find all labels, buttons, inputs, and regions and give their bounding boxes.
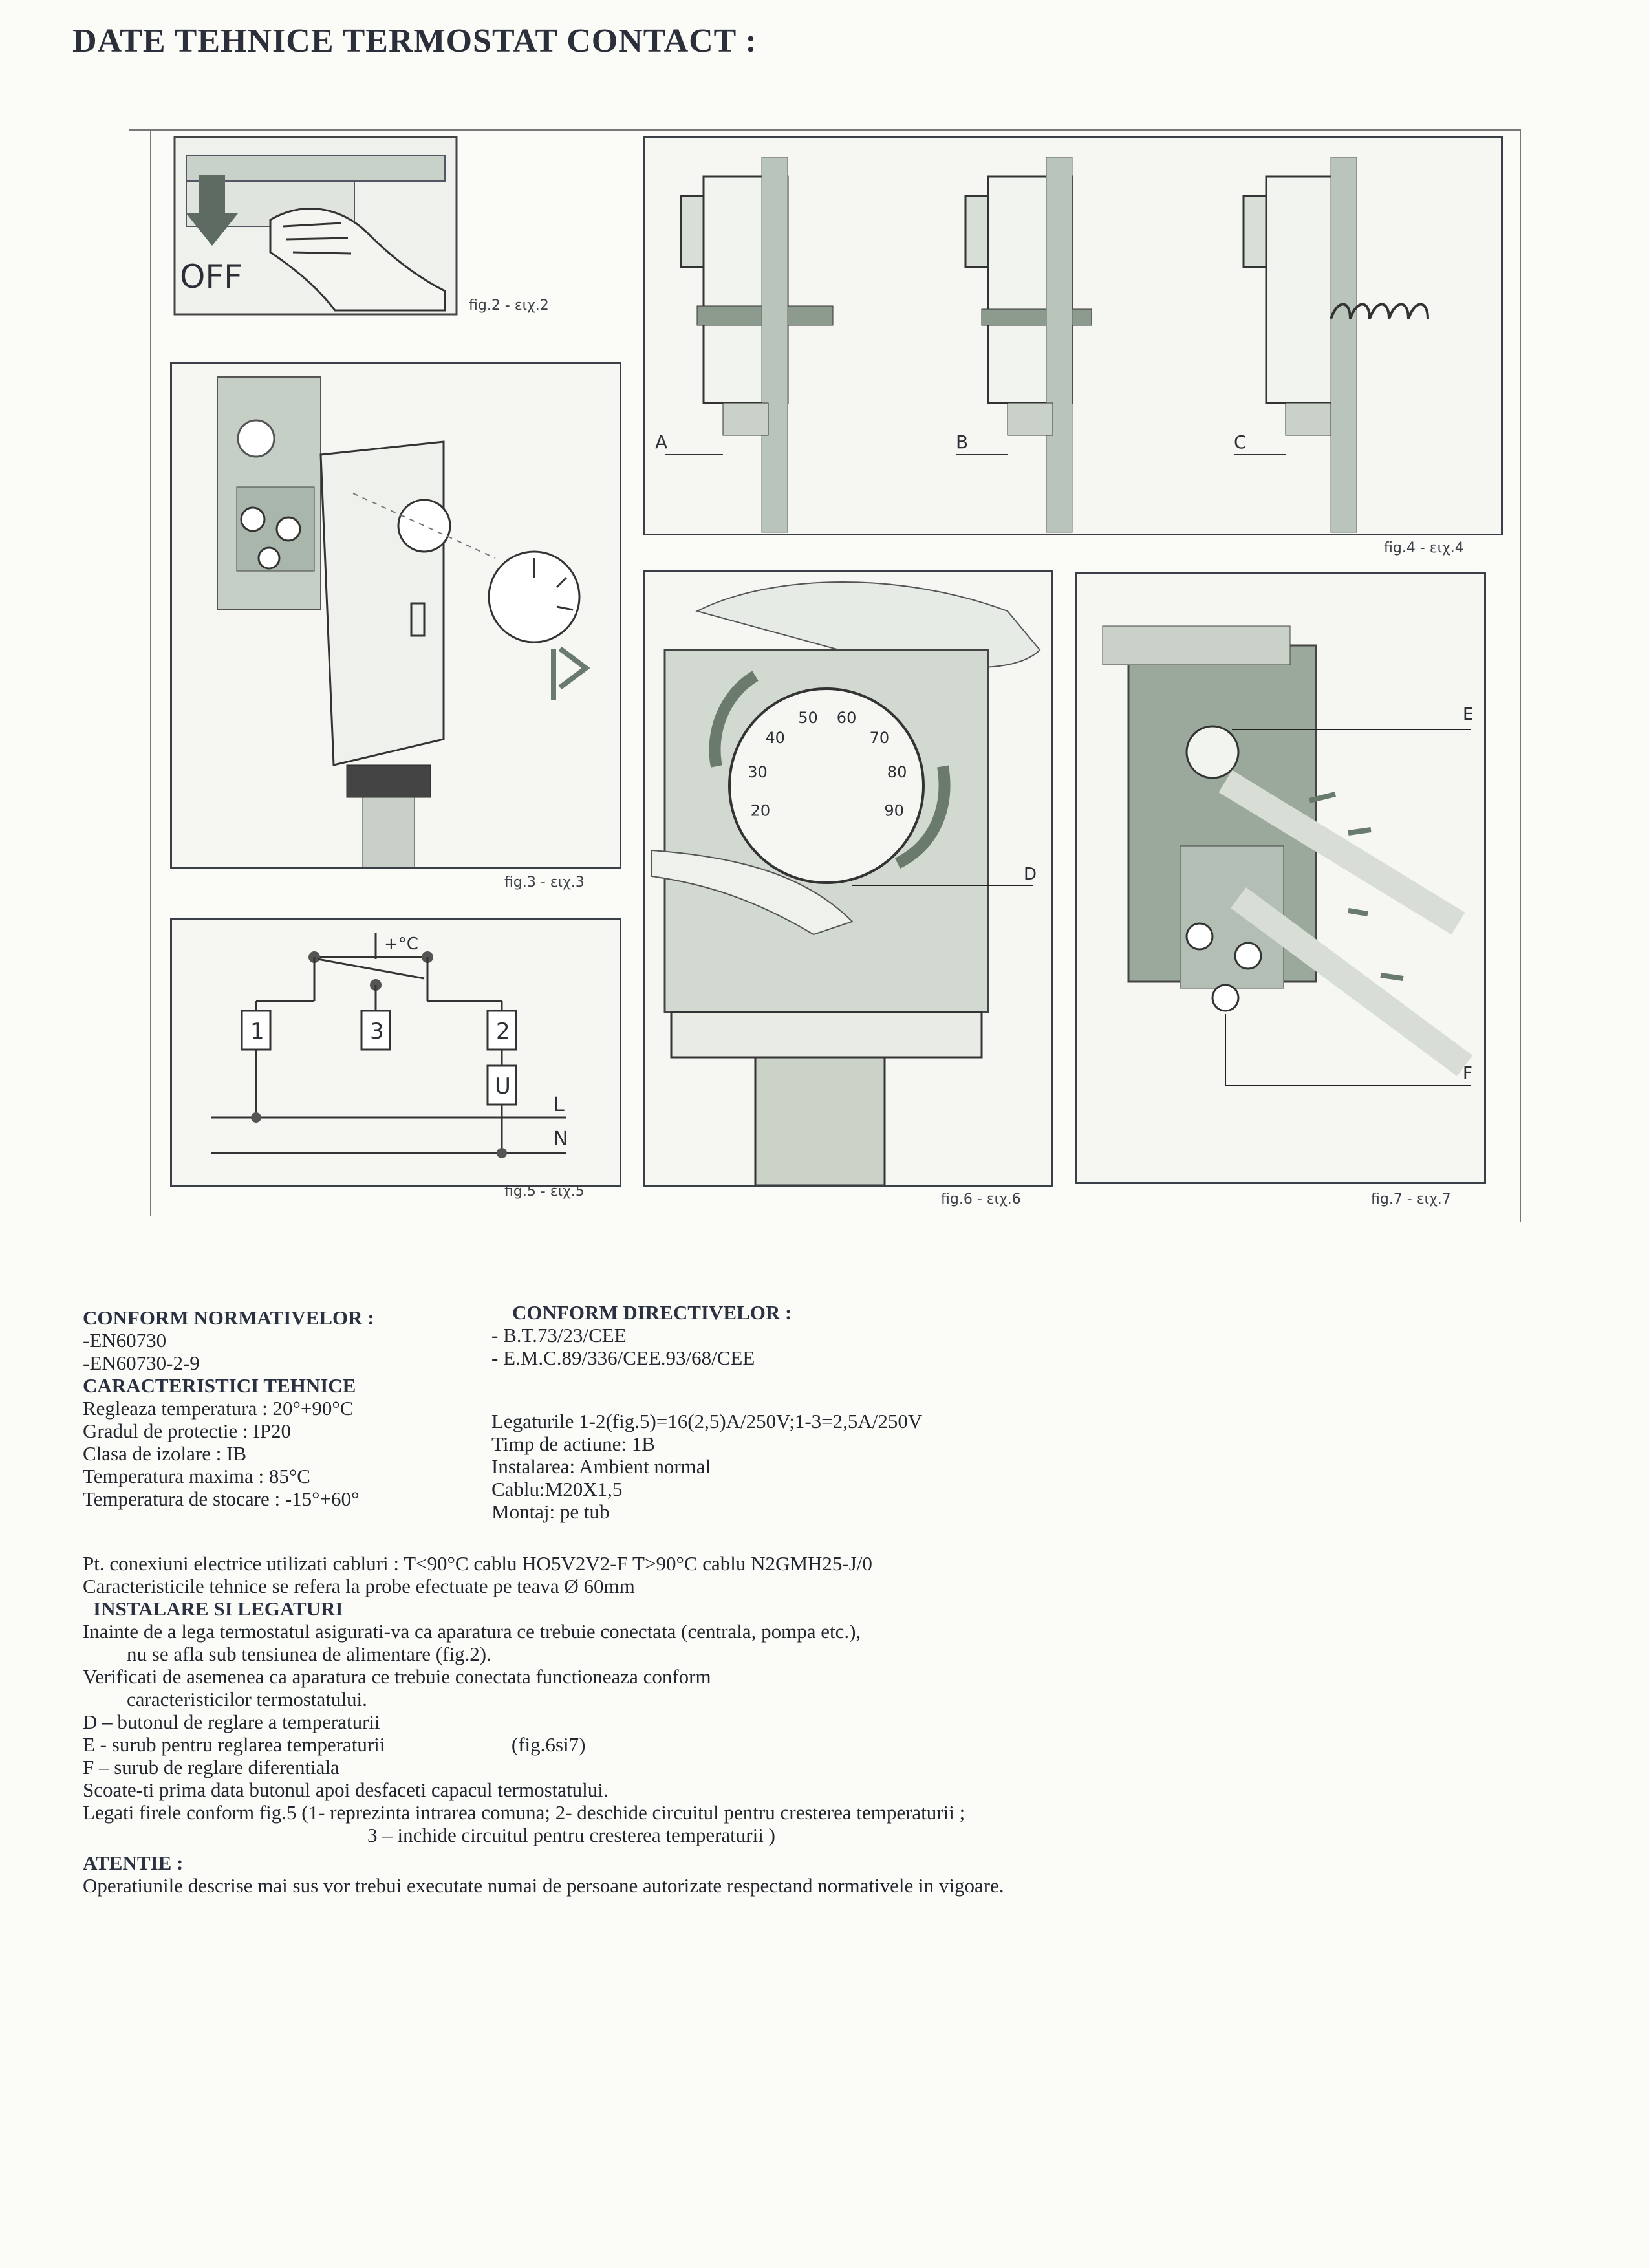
fig6-drawing <box>645 572 1051 1185</box>
warning-heading: ATENTIE : <box>83 1852 184 1874</box>
install-heading: INSTALARE SI LEGATURI <box>93 1597 343 1620</box>
label-b: B <box>956 431 969 453</box>
install-paragraph: Inainte de a lega termostatul asigurati-va ca aparatura ce trebuie conectata (centrala, pompa etc.), <box>83 1620 861 1643</box>
dial-icon <box>729 689 923 883</box>
spec-item: Timp de actiune: 1B <box>491 1432 655 1455</box>
page-title: DATE TEHNICE TERMOSTAT CONTACT : <box>72 23 757 59</box>
label-d: D <box>1024 865 1037 884</box>
directive-item: - E.M.C.89/336/CEE.93/68/CEE <box>491 1346 755 1369</box>
fig7-caption: fig.7 - ειχ.7 <box>1371 1191 1451 1207</box>
dial-mark: 70 <box>869 729 890 748</box>
install-section <box>83 1552 1004 1897</box>
directives-heading: CONFORM DIRECTIVELOR : <box>512 1301 792 1324</box>
label-n: N <box>554 1128 568 1150</box>
screw-icon <box>1235 943 1261 969</box>
standard-item: -EN60730-2-9 <box>83 1352 200 1374</box>
spec-item: Legaturile 1-2(fig.5)=16(2,5)A/250V;1-3=2,5A/250V <box>491 1410 923 1432</box>
fig2-drawing <box>173 136 458 317</box>
test-line: Caracteristicile tehnice se refera la probe efectuate pe teava Ø 60mm <box>83 1575 635 1597</box>
terminal-1: 1 <box>250 1019 264 1044</box>
standard-item: -EN60730 <box>83 1329 167 1352</box>
legend-d: D – butonul de reglare a temperaturii <box>83 1711 380 1733</box>
fig6-panel <box>643 570 1053 1187</box>
screw-f-icon <box>1212 985 1238 1011</box>
legend-e-row <box>83 1733 1004 1756</box>
label-c: C <box>1234 431 1247 453</box>
install-paragraph: Verificati de asemenea ca aparatura ce trebuie conectata functioneaza conform <box>83 1665 711 1688</box>
dial-mark: 60 <box>836 709 857 728</box>
fig3-panel <box>170 362 621 869</box>
standards-heading: CONFORM NORMATIVELOR : <box>83 1306 374 1329</box>
dial-mark: 40 <box>765 729 785 748</box>
legend-f: F – surub de reglare diferentiala <box>83 1756 339 1778</box>
fig6-caption: fig.6 - ειχ.6 <box>941 1191 1021 1207</box>
specs-heading: CARACTERISTICI TEHNICE <box>83 1374 356 1397</box>
label-l: L <box>554 1094 565 1116</box>
dial-mark: 80 <box>887 763 907 782</box>
fig4-drawing <box>645 138 1501 534</box>
fig4-caption: fig.4 - ειχ.4 <box>1384 540 1464 556</box>
fig2-panel <box>173 136 458 317</box>
dial-mark: 30 <box>748 763 768 782</box>
fig5-caption: fig.5 - ειχ.5 <box>504 1183 585 1200</box>
legend-e-ref: (fig.6si7) <box>511 1733 586 1756</box>
spec-item: Cablu:M20X1,5 <box>491 1478 623 1500</box>
fig5-circuit <box>172 920 620 1185</box>
off-label: OFF <box>180 258 242 296</box>
fig4-thermostat-c <box>1234 157 1428 532</box>
specs-right <box>491 1410 922 1523</box>
directive-item: - B.T.73/23/CEE <box>491 1324 627 1346</box>
spec-item: Clasa de izolare : IB <box>83 1442 247 1465</box>
dial-mark: 20 <box>750 801 771 820</box>
figure-frame-right <box>1520 129 1521 1222</box>
figure-frame-top <box>129 129 1520 131</box>
dial-mark: 90 <box>884 801 904 820</box>
arrow-icon <box>554 649 586 700</box>
fig7-panel <box>1075 572 1486 1184</box>
install-paragraph: Legati firele conform fig.5 (1- reprezinta intrarea comuna; 2- deschide circuitul pentru cresterea temperaturii ; <box>83 1801 965 1824</box>
install-paragraph: Scoate-ti prima data butonul apoi desfaceti capacul termostatului. <box>83 1778 609 1801</box>
spec-item: Instalarea: Ambient normal <box>491 1455 711 1478</box>
label-e: E <box>1463 705 1474 724</box>
label-f: F <box>1463 1064 1472 1083</box>
spec-item: Regleaza temperatura : 20°+90°C <box>83 1397 354 1420</box>
fig2-caption: fig.2 - ειχ.2 <box>469 297 549 314</box>
fig3-caption: fig.3 - ειχ.3 <box>504 874 585 891</box>
terminal-3: 3 <box>370 1019 384 1044</box>
fig4-thermostat-b <box>956 157 1092 532</box>
fig7-drawing <box>1077 574 1484 1182</box>
spec-item: Temperatura de stocare : -15°+60° <box>83 1487 360 1510</box>
fig4-thermostat-a <box>655 157 833 532</box>
spec-item: Temperatura maxima : 85°C <box>83 1465 310 1487</box>
fig4-panel <box>643 136 1503 535</box>
spec-item: Gradul de protectie : IP20 <box>83 1420 291 1442</box>
label-a: A <box>655 431 668 453</box>
terminal-2: 2 <box>496 1019 510 1044</box>
load-label: U <box>495 1074 511 1099</box>
directives-right <box>491 1301 792 1369</box>
install-paragraph: nu se afla sub tensiunea de alimentare (fig.2). <box>127 1643 491 1665</box>
screw-e-icon <box>1187 726 1238 778</box>
install-paragraph: caracteristicilor termostatului. <box>127 1688 367 1711</box>
spec-item: Montaj: pe tub <box>491 1500 610 1523</box>
warning-text: Operatiunile descrise mai sus vor trebui executate numai de persoane autorizate respectand normativele in vigoare. <box>83 1874 1004 1897</box>
fig3-drawing <box>172 364 620 867</box>
fig5-panel <box>170 918 621 1187</box>
legend-e: E - surub pentru reglarea temperaturii <box>83 1733 385 1756</box>
figure-frame-left <box>150 129 151 1216</box>
screw-icon <box>1187 923 1212 949</box>
dial-mark: 50 <box>798 709 818 728</box>
standards-left <box>83 1306 374 1510</box>
cables-line: Pt. conexiuni electrice utilizati cabluri : T<90°C cablu HO5V2V2-F T>90°C cablu N2GMH25-J/0 <box>83 1552 872 1575</box>
install-paragraph: 3 – inchide circuitul pentru cresterea temperaturii ) <box>367 1824 775 1846</box>
temp-label: +°C <box>384 934 418 954</box>
